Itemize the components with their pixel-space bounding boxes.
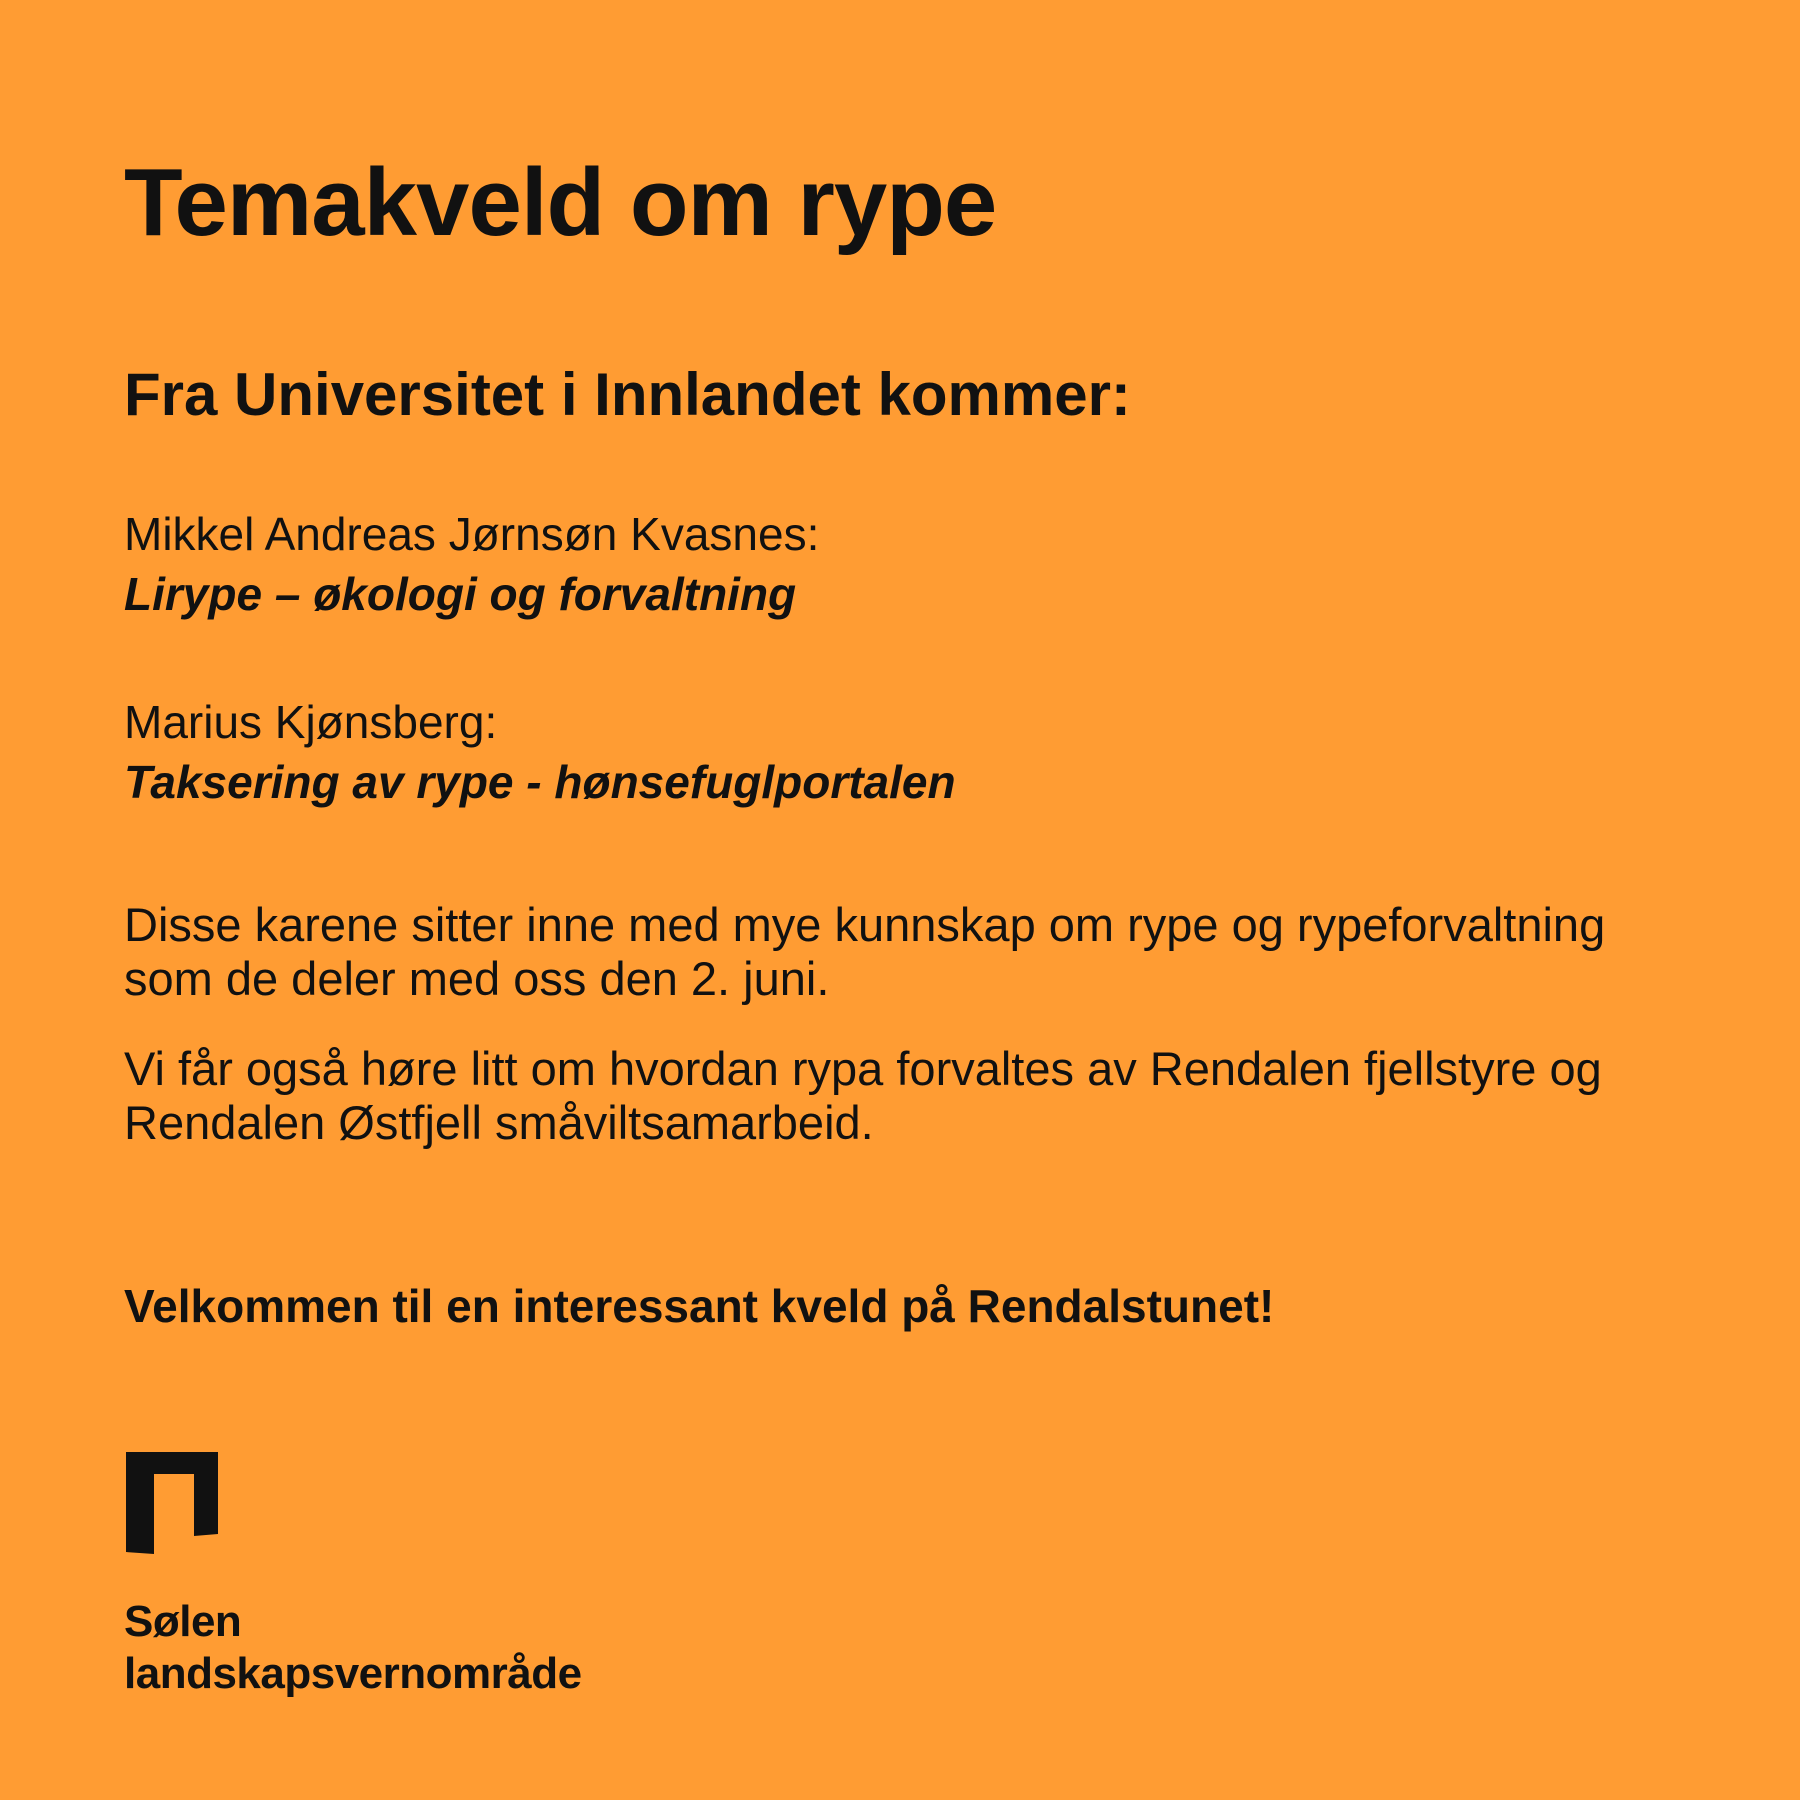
- logo-line-name: Sølen: [124, 1597, 242, 1646]
- talk-title: Lirype – økologi og forvaltning: [124, 568, 797, 620]
- speaker-entry: [124, 504, 819, 624]
- organization-logo-text: [124, 1596, 582, 1700]
- speaker-name: Mikkel Andreas Jørnsøn Kvasnes:: [124, 508, 820, 560]
- speaker-entry: [124, 692, 956, 812]
- talk-title: Taksering av rype - hønsefuglportalen: [124, 756, 956, 808]
- poster-subtitle: Fra Universitet i Innlandet kommer:: [124, 361, 1131, 428]
- poster-title: Temakveld om rype: [124, 149, 997, 256]
- description-paragraph: Disse karene sitter inne med mye kunnskap om rype og rypeforvaltning som de deler med oss den 2. juni.: [124, 898, 1606, 1005]
- arch-logo-icon: [126, 1452, 220, 1554]
- logo-line-area: landskapsvernområde: [124, 1649, 582, 1698]
- speaker-name: Marius Kjønsberg:: [124, 696, 498, 748]
- welcome-text: Velkommen til en interessant kveld på Rendalstunet!: [124, 1280, 1275, 1332]
- description-paragraph: Vi får også høre litt om hvordan rypa forvaltes av Rendalen fjellstyre og Rendalen Østfjell småviltsamarbeid.: [124, 1042, 1602, 1149]
